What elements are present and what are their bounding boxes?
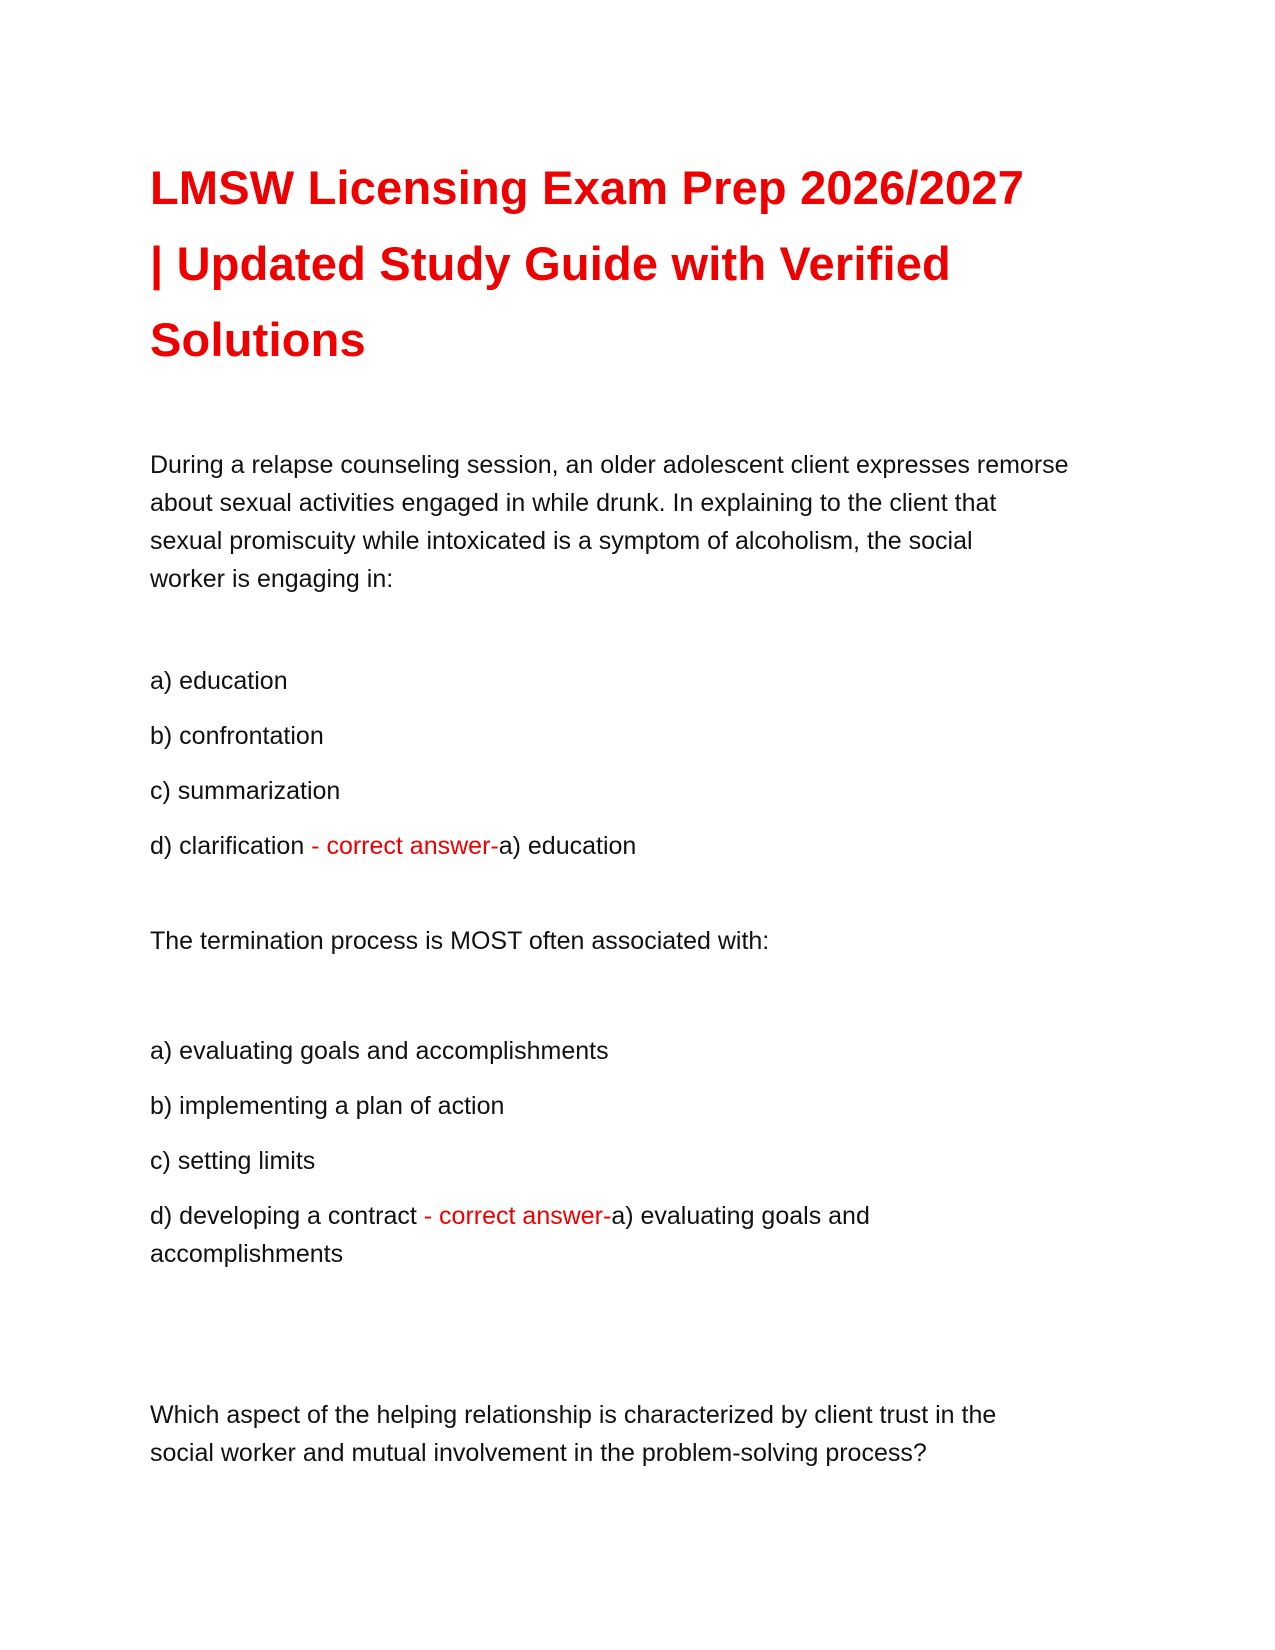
page-content — [150, 150, 1110, 1467]
correct-answer-marker: - correct answer- — [304, 832, 499, 860]
question-text-line: social worker and mutual involvement in the problem-solving process? — [150, 1439, 927, 1467]
option-a: a) education — [150, 667, 288, 695]
question-text-line: sexual promiscuity while intoxicated is a symptom of alcoholism, the social — [150, 527, 973, 555]
question-text-line: The termination process is MOST often associated with: — [150, 927, 770, 955]
question-1 — [150, 446, 1110, 860]
option-d: d) clarification — [150, 832, 305, 860]
title-line: | Updated Study Guide with Verified — [150, 237, 951, 290]
option-d-with-answer — [150, 1197, 1110, 1273]
question-text-line: During a relapse counseling session, an older adolescent client expresses remorse — [150, 451, 1069, 479]
document-title — [150, 150, 1110, 378]
question-1-text — [150, 446, 1110, 598]
correct-answer: a) evaluating goals and — [611, 1202, 870, 1230]
question-text-line: about sexual activities engaged in while drunk. In explaining to the client that — [150, 489, 997, 517]
option-a: a) evaluating goals and accomplishments — [150, 1037, 609, 1065]
option-c: c) setting limits — [150, 1147, 316, 1175]
option-c: c) summarization — [150, 777, 341, 805]
option-b: b) confrontation — [150, 722, 324, 750]
correct-answer: a) education — [498, 832, 637, 860]
question-text-line: worker is engaging in: — [150, 565, 394, 593]
question-2 — [150, 922, 1110, 1268]
option-d: d) developing a contract — [150, 1202, 417, 1230]
option-b: b) implementing a plan of action — [150, 1092, 505, 1120]
answer-line-2: accomplishments — [150, 1240, 344, 1268]
question-1-options — [150, 662, 1110, 865]
correct-answer-marker: - correct answer- — [416, 1202, 612, 1230]
question-2-options — [150, 1032, 1110, 1273]
answer-line-1 — [150, 1197, 1110, 1235]
question-text-line: Which aspect of the helping relationship is characterized by client trust in the — [150, 1401, 997, 1429]
question-3 — [150, 1396, 1110, 1472]
title-line: LMSW Licensing Exam Prep 2026/2027 — [150, 161, 1025, 214]
option-d-with-answer — [150, 827, 1110, 865]
question-2-text — [150, 922, 1110, 960]
title-line: Solutions — [150, 313, 366, 366]
question-3-text — [150, 1396, 1110, 1472]
